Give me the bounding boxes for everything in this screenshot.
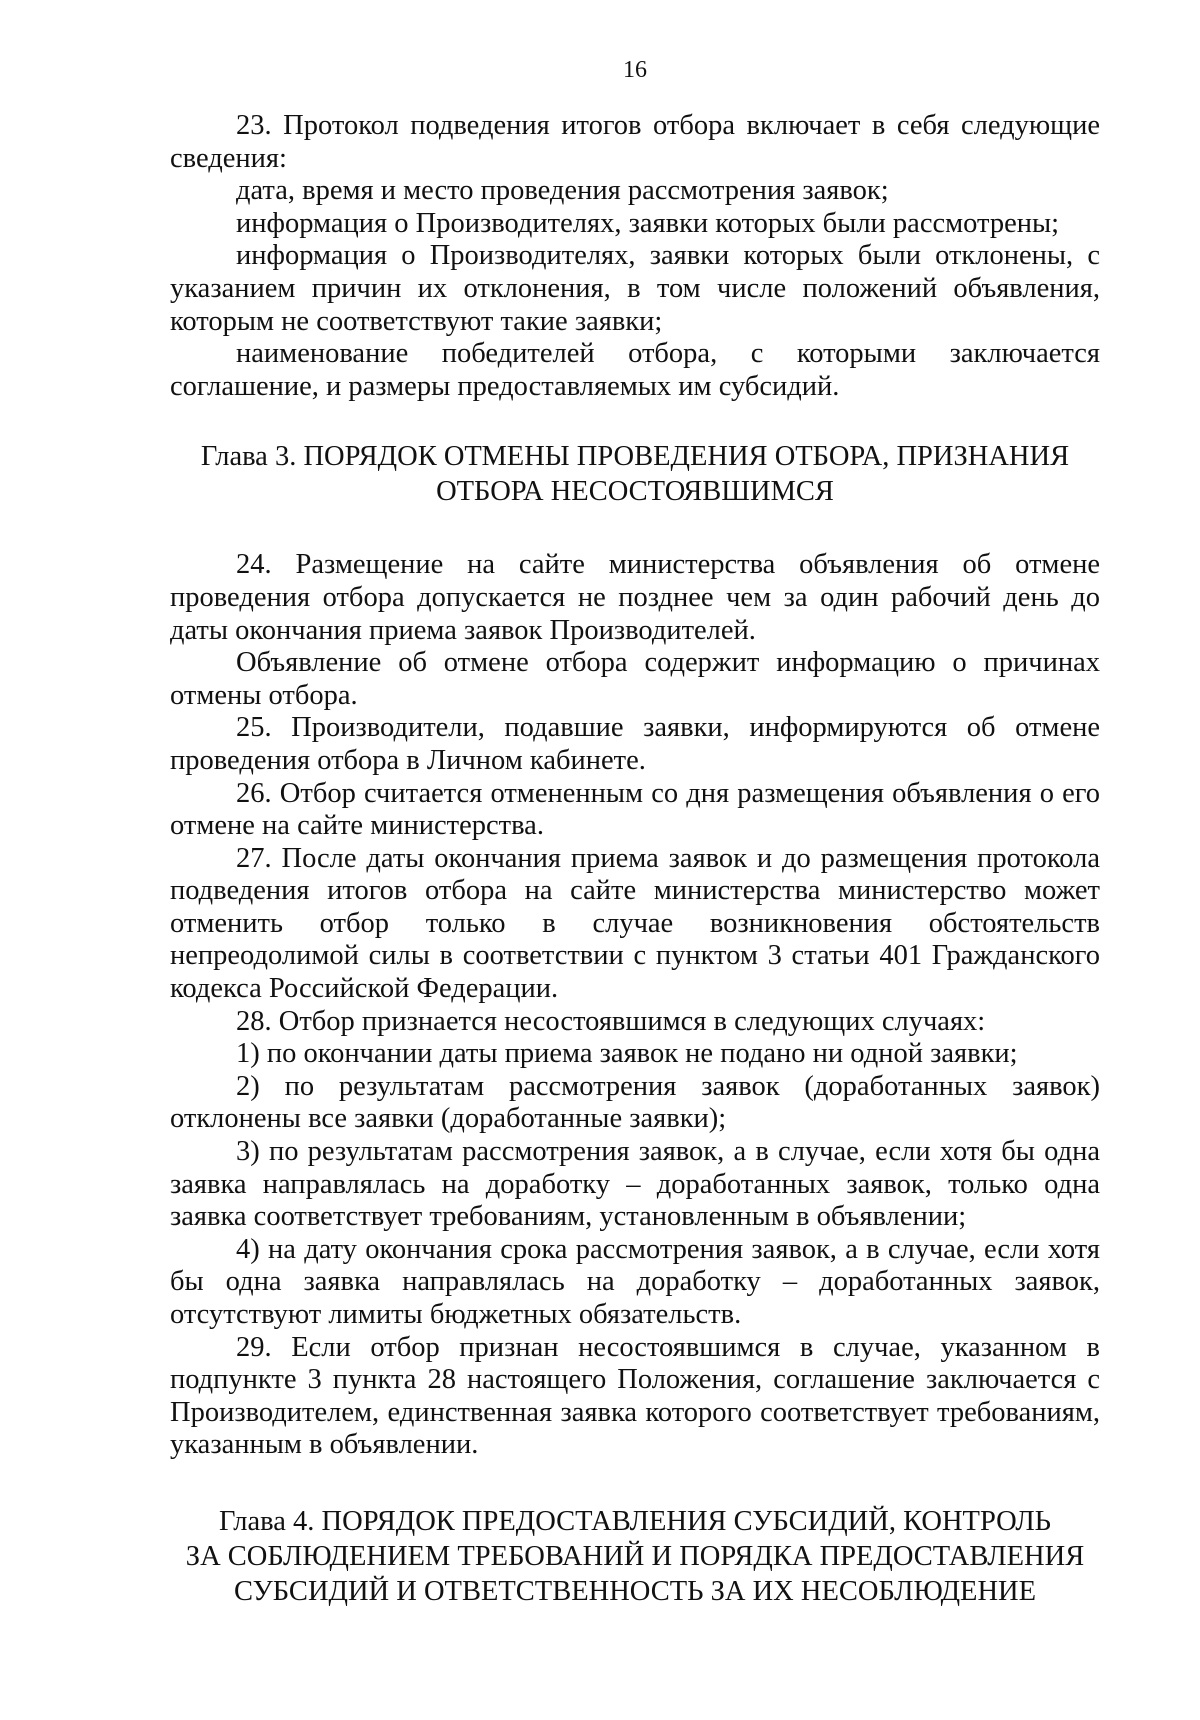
paragraph: 23. Протокол подведения итогов отбора включает в себя следующие сведения: xyxy=(170,110,1100,174)
paragraph: 1) по окончании даты приема заявок не подано ни одной заявки; xyxy=(236,1038,1018,1070)
chapter-4-heading-line: СУБСИДИЙ И ОТВЕТСТВЕННОСТЬ ЗА ИХ НЕСОБЛЮДЕНИЕ xyxy=(233,1575,1037,1607)
paragraph: 4) на дату окончания срока рассмотрения заявок, а в случае, если хотя бы одна заявка направлялась на доработку – доработанных заявок, отсутствуют лимиты бюджетных обязательств. xyxy=(170,1233,1100,1330)
paragraph: 28. Отбор признается несостоявшимся в следующих случаях: xyxy=(236,1005,986,1037)
chapter-3-heading xyxy=(170,439,1100,509)
page-number: 16 xyxy=(623,57,647,83)
chapter-3-heading-line: Глава 3. ПОРЯДОК ОТМЕНЫ ПРОВЕДЕНИЯ ОТБОРА, ПРИЗНАНИЯ xyxy=(200,441,1070,473)
paragraph: 3) по результатам рассмотрения заявок, а в случае, если хотя бы одна заявка направлялась на доработку – доработанных заявок, только одна заявка соответствует требованиям, установленным в объявлении; xyxy=(170,1136,1100,1233)
section-chapter-3 xyxy=(170,549,1100,1462)
document-page xyxy=(170,50,1100,1609)
chapter-4-heading-line: ЗА СОБЛЮДЕНИЕМ ТРЕБОВАНИЙ И ПОРЯДКА ПРЕДОСТАВЛЕНИЯ xyxy=(185,1540,1085,1572)
paragraph: 26. Отбор считается отмененным со дня размещения объявления о его отмене на сайте министерства. xyxy=(170,777,1100,842)
chapter-3-heading-line: ОТБОРА НЕСОСТОЯВШИМСЯ xyxy=(436,476,834,508)
paragraph: 25. Производители, подавшие заявки, информируются об отмене проведения отбора в Личном кабинете. xyxy=(170,712,1100,776)
chapter-4-heading xyxy=(170,1504,1100,1609)
paragraph: Объявление об отмене отбора содержит информацию о причинах отмены отбора. xyxy=(170,647,1100,711)
section-protocol xyxy=(170,110,1100,403)
paragraph: 2) по результатам рассмотрения заявок (доработанных заявок) отклонены все заявки (доработанные заявки); xyxy=(170,1070,1100,1135)
paragraph: 29. Если отбор признан несостоявшимся в случае, указанном в подпункте 3 пункта 28 настоящего Положения, соглашение заключается с Производителем, единственная заявка которого соответствует требованиям, указанным в объявлении. xyxy=(170,1331,1100,1461)
paragraph: дата, время и место проведения рассмотрения заявок; xyxy=(236,175,889,207)
paragraph: информация о Производителях, заявки которых были рассмотрены; xyxy=(236,207,1060,239)
paragraph: информация о Производителях, заявки которых были отклонены, с указанием причин их отклонения, в том числе положений объявления, которым не соответствуют такие заявки; xyxy=(170,240,1100,337)
paragraph: наименование победителей отбора, с которыми заключается соглашение, и размеры предоставляемых им субсидий. xyxy=(170,338,1100,402)
chapter-4-heading-line: Глава 4. ПОРЯДОК ПРЕДОСТАВЛЕНИЯ СУБСИДИЙ, КОНТРОЛЬ xyxy=(218,1505,1052,1537)
paragraph: 27. После даты окончания приема заявок и до размещения протокола подведения итогов отбора на сайте министерства министерство может отменить отбор только в случае возникновения обстоятельств непреодолимой силы в соответствии с пунктом 3 статьи 401 Гражданского кодекса Российской Федерации. xyxy=(170,842,1100,1005)
paragraph: 24. Размещение на сайте министерства объявления об отмене проведения отбора допускается не позднее чем за один рабочий день до даты окончания приема заявок Производителей. xyxy=(170,549,1100,646)
